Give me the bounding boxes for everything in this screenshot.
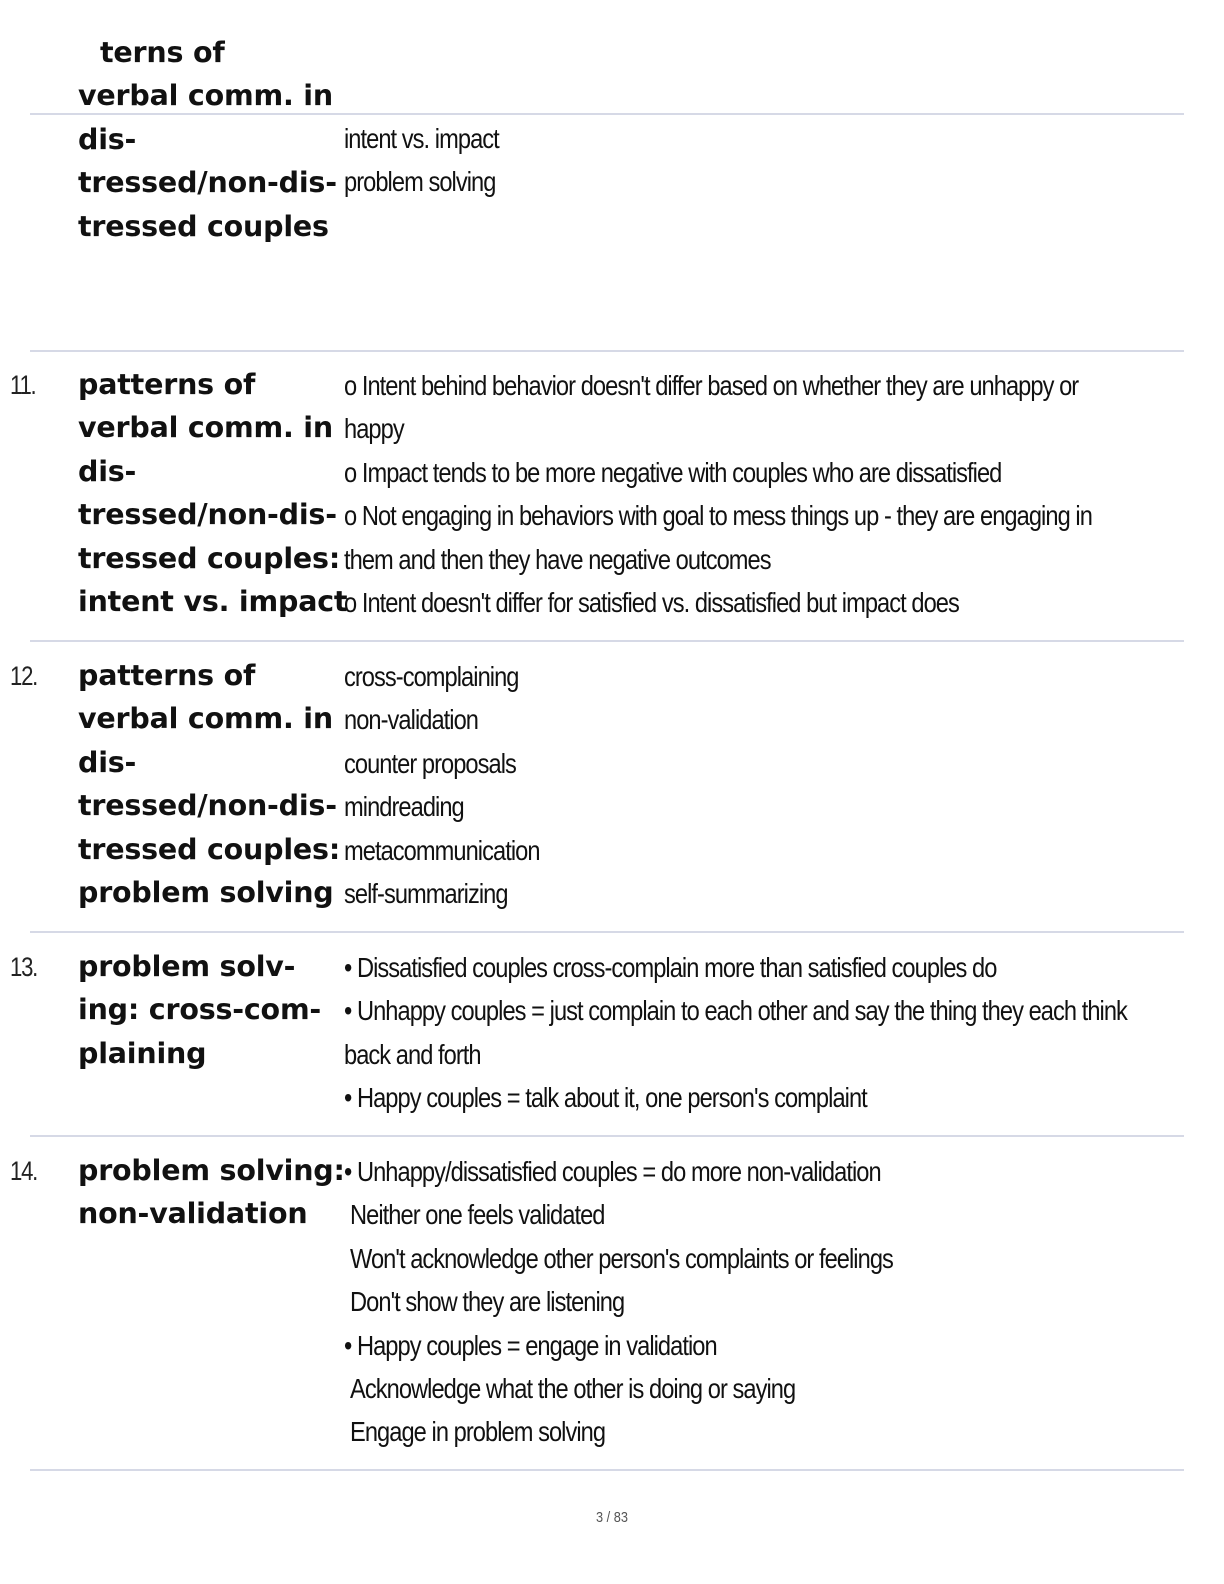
definition-line: • Happy couples = talk about it, one person's complaint — [344, 1082, 867, 1114]
term-line: patterns of — [78, 659, 256, 692]
definition-line: Acknowledge what the other is doing or saying — [350, 1373, 796, 1405]
term-line: problem solving: — [78, 1154, 345, 1187]
definition-line: o Intent doesn't differ for satisfied vs. dissatisfied but impact does — [344, 587, 959, 619]
definition-line: counter proposals — [344, 747, 516, 779]
definition-line: • Unhappy couples = just complain to each other and say the thing they each think — [344, 995, 1127, 1027]
page-number: 3 / 83 — [596, 1509, 628, 1526]
card-term — [78, 945, 340, 1075]
term-line: verbal comm. in — [78, 702, 333, 736]
term-line: non-validation — [78, 1197, 308, 1231]
row-divider — [30, 640, 1184, 642]
term-line: patterns of — [78, 368, 256, 401]
row-divider — [30, 1469, 1184, 1471]
definition-line: problem solving — [344, 166, 496, 198]
term-line: tressed/non-dis- — [78, 498, 337, 532]
term-line: dis- — [78, 454, 137, 488]
card-definition — [344, 1150, 1118, 1454]
definition-line: mindreading — [344, 791, 464, 823]
definition-line: Won't acknowledge other person's complaints or feelings — [350, 1242, 893, 1274]
card-definition — [344, 364, 1118, 624]
card-term — [78, 31, 340, 118]
definition-line: o Not engaging in behaviors with goal to mess things up - they are engaging in — [344, 500, 1092, 532]
term-line: problem solving — [78, 876, 334, 910]
term-line: dis- — [78, 123, 137, 156]
card-number: 14. — [10, 1156, 38, 1186]
term-line: tressed couples — [78, 209, 329, 243]
definition-line: o Intent behind behavior doesn't differ based on whether they are unhappy or — [344, 370, 1079, 401]
card-term — [78, 654, 340, 914]
term-line: intent vs. impact — [78, 585, 348, 619]
card-definition — [344, 117, 1118, 204]
term-line: terns of — [100, 36, 225, 69]
definition-line: back and forth — [344, 1038, 481, 1070]
term-line: tressed couples: — [78, 541, 341, 575]
definition-line: them and then they have negative outcomes — [344, 543, 771, 575]
definition-line: • Unhappy/dissatisfied couples = do more non-validation — [344, 1156, 881, 1187]
term-line: tressed/non-dis- — [78, 789, 337, 823]
row-divider — [30, 113, 1184, 115]
card-number: 13. — [10, 952, 38, 982]
definition-line: Neither one feels validated — [350, 1199, 605, 1231]
term-line: dis- — [78, 745, 137, 779]
card-term — [78, 363, 348, 623]
definition-line: self-summarizing — [344, 878, 508, 910]
definition-line: cross-complaining — [344, 661, 519, 692]
card-number: 11. — [10, 370, 36, 400]
card-number: 12. — [10, 661, 38, 691]
card-term — [78, 118, 340, 248]
definition-line: metacommunication — [344, 834, 540, 866]
definition-line: intent vs. impact — [344, 123, 499, 154]
row-divider — [30, 931, 1184, 933]
definition-line: o Impact tends to be more negative with couples who are dissatisfied — [344, 456, 1002, 488]
term-line: tressed/non-dis- — [78, 166, 337, 200]
definition-line: • Happy couples = engage in validation — [344, 1329, 717, 1361]
card-definition — [344, 946, 1127, 1120]
definition-line: Engage in problem solving — [350, 1416, 606, 1448]
card-definition — [344, 655, 1118, 915]
row-divider — [30, 1135, 1184, 1137]
term-line: ing: cross-com- — [78, 993, 322, 1027]
definition-line: happy — [344, 413, 404, 445]
card-term — [78, 1149, 345, 1236]
term-line: plaining — [78, 1036, 207, 1070]
term-line: problem solv- — [78, 950, 296, 983]
definition-line: non-validation — [344, 704, 479, 736]
term-line: verbal comm. in — [78, 79, 333, 113]
term-line: tressed couples: — [78, 832, 341, 866]
row-divider — [30, 350, 1184, 352]
term-line: verbal comm. in — [78, 411, 333, 445]
definition-line: Don't show they are listening — [350, 1286, 625, 1318]
definition-line: • Dissatisfied couples cross-complain more than satisfied couples do — [344, 952, 997, 983]
